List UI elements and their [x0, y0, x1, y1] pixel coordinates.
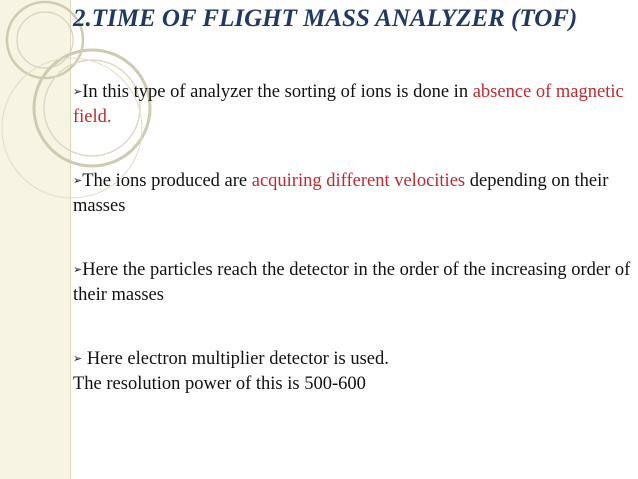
bullet-text: Here the particles reach the detector in the order of the increasing order of their masses — [73, 260, 631, 305]
arrow-bullet-icon: ➢ — [73, 352, 83, 365]
bullet-item — [73, 79, 633, 130]
arrow-bullet-icon: ➢ — [73, 263, 83, 276]
bullet-highlight: acquiring different velocities — [251, 171, 466, 191]
bullet-text: Here electron multiplier detector is used. — [82, 349, 389, 369]
bullet-highlight: absence of magnetic field. — [73, 82, 624, 127]
resolution-power-line: The resolution power of this is 500-600 — [73, 374, 366, 394]
bullet-text-continued: depending on their masses — [73, 171, 609, 216]
slide-title: 2.TIME OF FLIGHT MASS ANALYZER (TOF) — [73, 5, 578, 32]
bullet-item — [73, 346, 633, 372]
bullet-item — [73, 257, 633, 308]
bullet-text: In this type of analyzer the sorting of ions is done in — [82, 82, 473, 102]
slide-content — [73, 79, 633, 397]
arrow-bullet-icon: ➢ — [73, 174, 83, 187]
bullet-text: The ions produced are — [82, 171, 252, 191]
arrow-bullet-icon: ➢ — [73, 85, 83, 98]
bullet-item — [73, 168, 633, 219]
